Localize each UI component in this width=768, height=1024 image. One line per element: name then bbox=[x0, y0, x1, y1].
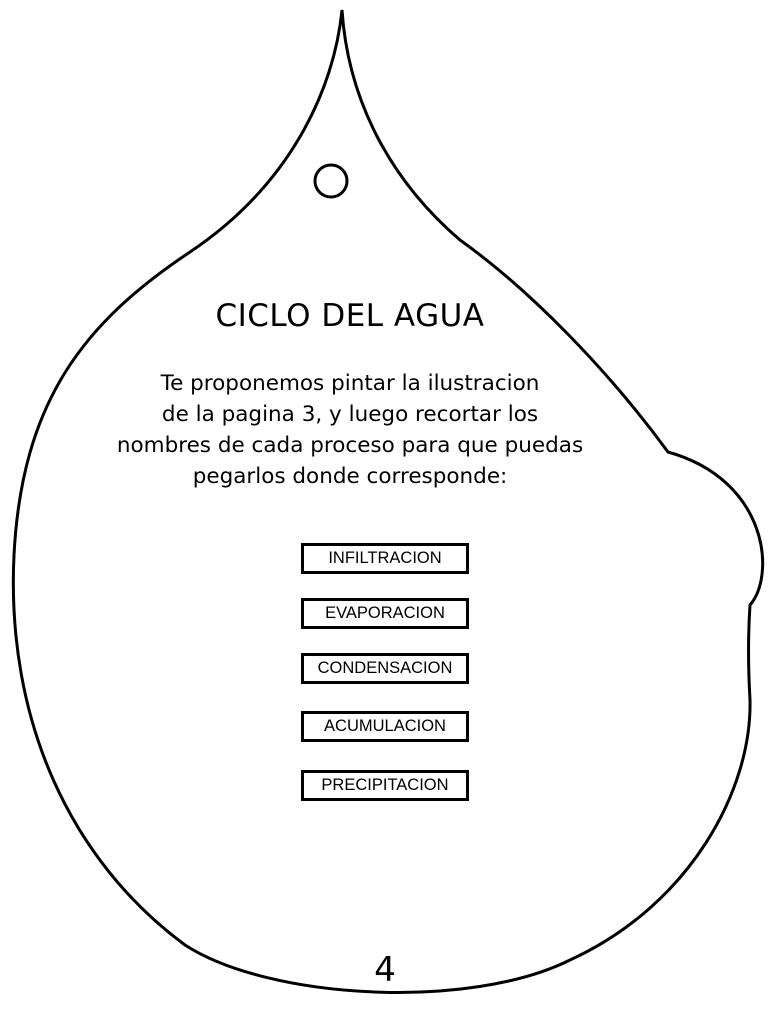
page-number: 4 bbox=[374, 950, 396, 990]
label-precipitacion[interactable]: PRECIPITACION bbox=[301, 770, 469, 801]
drop-shape bbox=[13, 10, 762, 992]
page-title: CICLO DEL AGUA bbox=[215, 298, 485, 334]
label-infiltracion[interactable]: INFILTRACION bbox=[301, 543, 469, 574]
instructions-line: Te proponemos pintar la ilustracion bbox=[160, 371, 540, 396]
hanging-hole-icon bbox=[315, 165, 347, 197]
instructions-text bbox=[48, 368, 652, 492]
instructions-line: pegarlos donde corresponde: bbox=[192, 464, 508, 489]
label-evaporacion[interactable]: EVAPORACION bbox=[301, 598, 469, 629]
label-condensacion[interactable]: CONDENSACION bbox=[301, 653, 469, 684]
label-acumulacion[interactable]: ACUMULACION bbox=[301, 711, 469, 742]
instructions-line: de la pagina 3, y luego recortar los bbox=[161, 402, 539, 427]
instructions-line: nombres de cada proceso para que puedas bbox=[116, 433, 584, 458]
